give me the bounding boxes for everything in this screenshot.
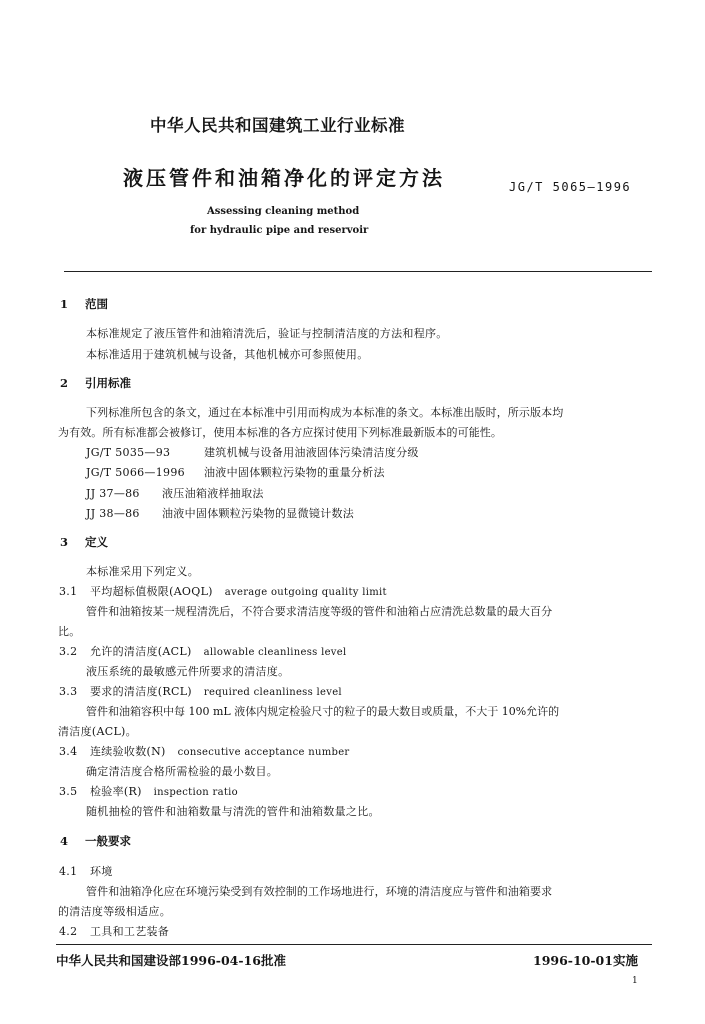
definition-3-1-text-line-1: 管件和油箱按某一规程清洗后，不符合要求清洁度等级的管件和油箱占应清洗总数量的最大百分 <box>86 605 553 618</box>
reference-title: 建筑机械与设备用油液固体污染清洁度分级 <box>204 446 419 459</box>
term-en: inspection ratio <box>153 787 238 798</box>
term-zh: 要求的清洁度(RCL) <box>90 685 192 698</box>
term-zh: 检验率(R) <box>90 785 142 798</box>
reference-code: JJ 37—86 <box>86 487 140 500</box>
definition-3-4-term <box>59 743 350 759</box>
reference-item <box>86 464 385 480</box>
term-zh: 连续验收数(N) <box>90 745 166 758</box>
definition-3-3-text-line-1: 管件和油箱容积中每 100 mL 液体内规定检验尺寸的粒子的最大数目或质量，不大于 10%允许的 <box>86 705 560 718</box>
section-number: 4 <box>60 834 69 848</box>
clause-title: 工具和工艺装备 <box>90 925 170 938</box>
english-title-line-1: Assessing cleaning method <box>207 206 360 217</box>
scope-paragraph-2: 本标准适用于建筑机械与设备，其他机械亦可参照使用。 <box>86 348 369 361</box>
reference-title: 油液中固体颗粒污染物的显微镜计数法 <box>162 507 355 520</box>
definition-3-2-term <box>59 643 346 659</box>
clause-4-2-heading <box>59 923 169 939</box>
term-en: average outgoing quality limit <box>224 587 387 598</box>
definition-3-3-term <box>59 683 342 699</box>
term-en: required cleanliness level <box>203 687 342 698</box>
definition-3-1-term <box>59 583 387 599</box>
clause-number: 3.3 <box>59 685 78 698</box>
clause-4-1-text-line-2: 的清洁度等级相适应。 <box>58 905 171 918</box>
term-en: consecutive acceptance number <box>177 747 350 758</box>
section-title: 范围 <box>85 297 108 311</box>
definition-3-5-term <box>59 783 238 799</box>
section-number: 2 <box>60 376 69 390</box>
section-number: 1 <box>60 297 69 311</box>
definition-3-5-text: 随机抽检的管件和油箱数量与清洗的管件和油箱数量之比。 <box>86 805 380 818</box>
footer-divider <box>56 944 652 945</box>
reference-item <box>86 485 264 501</box>
english-title-line-2: for hydraulic pipe and reservoir <box>190 225 369 236</box>
clause-4-1-heading <box>59 863 113 879</box>
clause-title: 环境 <box>90 865 113 878</box>
reference-item <box>86 505 354 521</box>
clause-number: 3.2 <box>59 645 78 658</box>
definition-3-1-text-line-2: 比。 <box>58 625 81 638</box>
clause-number: 4.2 <box>59 925 78 938</box>
clause-number: 3.5 <box>59 785 78 798</box>
section-title: 定义 <box>85 535 108 549</box>
section-title: 引用标准 <box>85 376 131 390</box>
reference-code: JG/T 5035—93 <box>86 446 171 459</box>
reference-item <box>86 444 419 460</box>
issuing-body-heading: 中华人民共和国建筑工业行业标准 <box>150 116 405 135</box>
reference-title: 液压油箱液样抽取法 <box>162 487 264 500</box>
term-zh: 平均超标值极限(AOQL) <box>90 585 213 598</box>
standard-code: JG/T 5065—1996 <box>509 180 632 194</box>
definition-3-3-text-line-2: 清洁度(ACL)。 <box>58 725 137 738</box>
section-2-heading <box>60 375 131 391</box>
scope-paragraph-1: 本标准规定了液压管件和油箱清洗后，验证与控制清洁度的方法和程序。 <box>86 327 448 340</box>
section-4-heading <box>60 833 131 849</box>
definitions-intro: 本标准采用下列定义。 <box>86 565 199 578</box>
clause-number: 3.1 <box>59 585 78 598</box>
reference-code: JG/T 5066—1996 <box>86 466 185 479</box>
reference-code: JJ 38—86 <box>86 507 140 520</box>
section-3-heading <box>60 534 108 550</box>
section-title: 一般要求 <box>85 834 131 848</box>
definition-3-4-text: 确定清洁度合格所需检验的最小数目。 <box>86 765 279 778</box>
section-number: 3 <box>60 535 69 549</box>
term-zh: 允许的清洁度(ACL) <box>90 645 192 658</box>
references-paragraph-line-2: 为有效。所有标准都会被修订，使用本标准的各方应探讨使用下列标准最新版本的可能性。 <box>58 426 502 439</box>
approval-statement: 中华人民共和国建设部1996-04-16批准 <box>56 953 286 968</box>
document-title: 液压管件和油箱净化的评定方法 <box>123 166 445 190</box>
reference-title: 油液中固体颗粒污染物的重量分析法 <box>204 466 385 479</box>
definition-3-2-text: 液压系统的最敏感元件所要求的清洁度。 <box>86 665 290 678</box>
references-paragraph-line-1: 下列标准所包含的条文，通过在本标准中引用而构成为本标准的条文。本标准出版时，所示版本均 <box>86 406 564 419</box>
clause-4-1-text-line-1: 管件和油箱净化应在环境污染受到有效控制的工作场地进行，环境的清洁度应与管件和油箱要求 <box>86 885 553 898</box>
page-number: 1 <box>632 976 638 986</box>
clause-number: 4.1 <box>59 865 78 878</box>
effective-date: 1996-10-01实施 <box>533 953 638 968</box>
term-en: allowable cleanliness level <box>203 647 347 658</box>
header-divider <box>64 271 652 272</box>
clause-number: 3.4 <box>59 745 78 758</box>
section-1-heading <box>60 296 108 312</box>
